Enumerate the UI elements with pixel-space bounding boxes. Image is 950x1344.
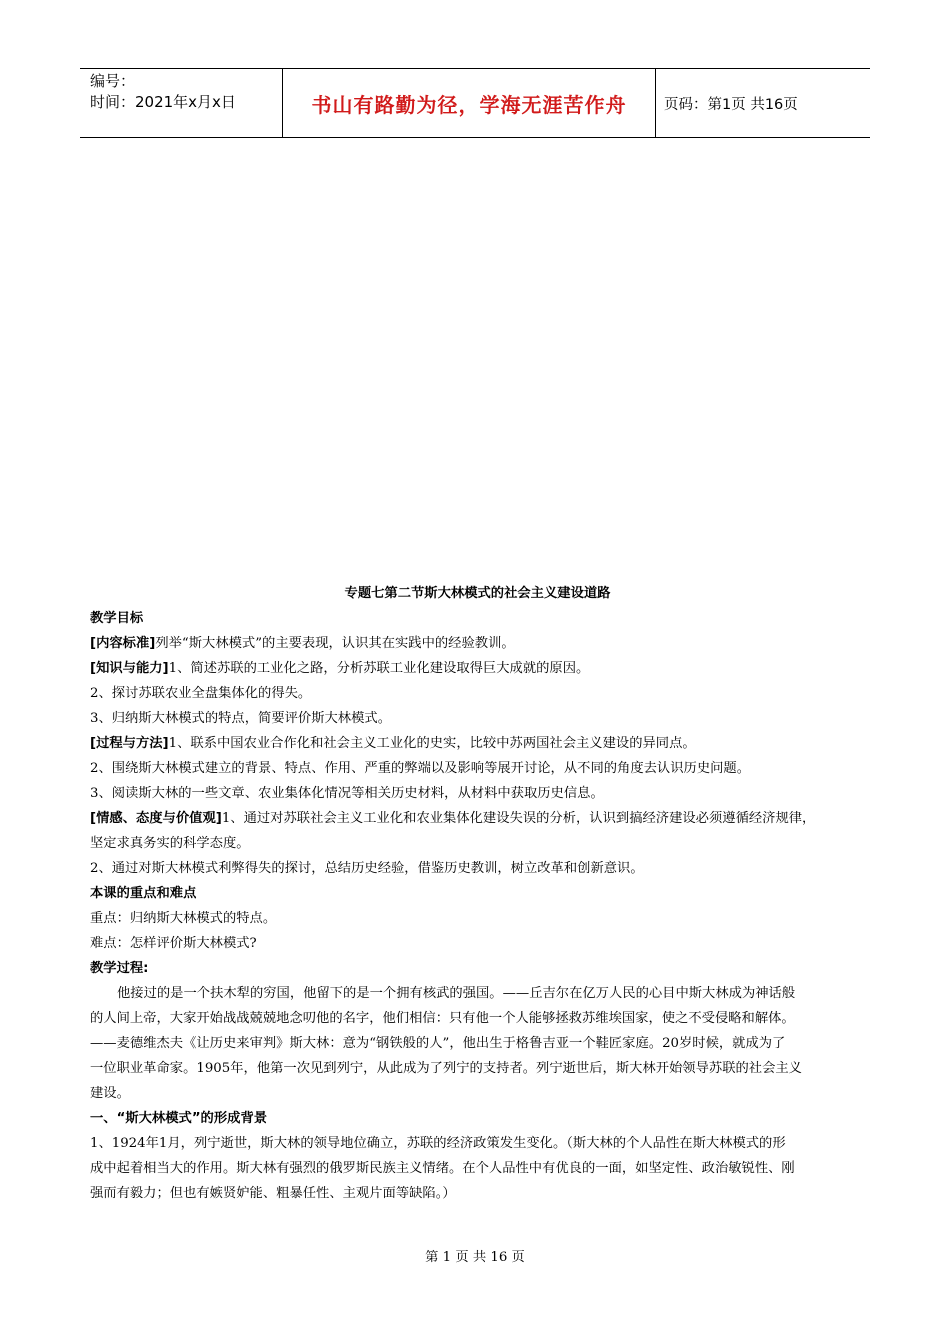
intro-line-3: ——麦德维杰夫《让历史来审判》斯大林：意为“钢铁般的人”，他出生于格鲁吉亚一个鞋匠家庭。20岁时候，就成为了 <box>90 1036 786 1051</box>
process-heading: 教学过程: <box>90 961 149 976</box>
motto: 书山有路勤为径，学海无涯苦作舟 <box>282 69 656 137</box>
goals-heading: 教学目标 <box>90 611 144 626</box>
content-standard <box>90 631 865 656</box>
intro-line-2: 的人间上帝，大家开始战战兢兢地念叨他的名字，他们相信：只有他一个人能够拯救苏维埃国家，使之不受侵略和解体。 <box>90 1011 795 1026</box>
section-1-line-3: 强而有毅力；但也有嫉贤妒能、粗暴任性、主观片面等缺陷。） <box>90 1186 456 1201</box>
knowledge-line-1 <box>90 656 865 681</box>
content-standard-tag: [内容标准] <box>90 636 156 651</box>
key-heading: 本课的重点和难点 <box>90 886 197 901</box>
knowledge-line-2: 2、探讨苏联农业全盘集体化的得失。 <box>90 686 312 701</box>
emotion-line-1 <box>90 806 865 831</box>
header-left-cell <box>80 69 282 137</box>
section-1-line-2: 成中起着相当大的作用。斯大林有强烈的俄罗斯民族主义情绪。在个人品性中有优良的一面，如坚定性、政治敏锐性、刚 <box>90 1161 795 1176</box>
process-line-3: 3、阅读斯大林的一些文章、农业集体化情况等相关历史材料，从材料中获取历史信息。 <box>90 786 604 801</box>
process-line-2: 2、围绕斯大林模式建立的背景、特点、作用、严重的弊端以及影响等展开讨论，从不同的角度去认识历史问题。 <box>90 761 751 776</box>
emotion-line-2: 2、通过对斯大林模式利弊得失的探讨，总结历史经验，借鉴历史教训，树立改革和创新意识。 <box>90 861 644 876</box>
document-body <box>90 581 865 1206</box>
process-line-1 <box>90 731 865 756</box>
emotion-text-1a: 1、通过对苏联社会主义工业化和农业集体化建设失误的分析，认识到搞经济建设必须遵循经济规律， <box>221 811 816 826</box>
time-label: 时间：2021年x月x日 <box>90 93 236 111</box>
difficult-point: 难点：怎样评价斯大林模式? <box>90 936 257 951</box>
intro-line-4: 一位职业革命家。1905年，他第一次见到列宁，从此成为了列宁的支持者。列宁逝世后，斯大林开始领导苏联的社会主义 <box>90 1061 802 1076</box>
intro-line-1: 他接过的是一个扶木犁的穷国，他留下的是一个拥有核武的强国。——丘吉尔在亿万人民的心目中斯大林成为神话般 <box>117 986 796 1001</box>
section-1-heading: 一、“斯大林模式”的形成背景 <box>90 1111 268 1126</box>
number-label: 编号： <box>90 72 136 90</box>
intro-line-5: 建设。 <box>90 1086 130 1101</box>
page-label: 页码：第1页 共16页 <box>664 96 798 113</box>
content-standard-text: 列举“斯大林模式”的主要表现，认识其在实践中的经验教训。 <box>155 636 515 651</box>
knowledge-tag: [知识与能力] <box>90 661 169 676</box>
process-tag: [过程与方法] <box>90 736 169 751</box>
page-footer: 第 1 页 共 16 页 <box>425 1250 525 1265</box>
knowledge-text-1: 1、简述苏联的工业化之路，分析苏联工业化建设取得巨大成就的原因。 <box>168 661 590 676</box>
process-text-1: 1、联系中国农业合作化和社会主义工业化的史实，比较中苏两国社会主义建设的异同点。 <box>168 736 696 751</box>
key-point: 重点：归纳斯大林模式的特点。 <box>90 911 277 926</box>
header-table <box>80 68 870 138</box>
emotion-tag: [情感、态度与价值观] <box>90 811 222 826</box>
document-title: 专题七第二节斯大林模式的社会主义建设道路 <box>344 586 611 601</box>
emotion-line-1b: 坚定求真务实的科学态度。 <box>90 836 250 851</box>
section-1-line-1: 1、1924年1月，列宁逝世，斯大林的领导地位确立，苏联的经济政策发生变化。（斯大林的个人品性在斯大林模式的形 <box>90 1136 786 1151</box>
knowledge-line-3: 3、归纳斯大林模式的特点，简要评价斯大林模式。 <box>90 711 391 726</box>
